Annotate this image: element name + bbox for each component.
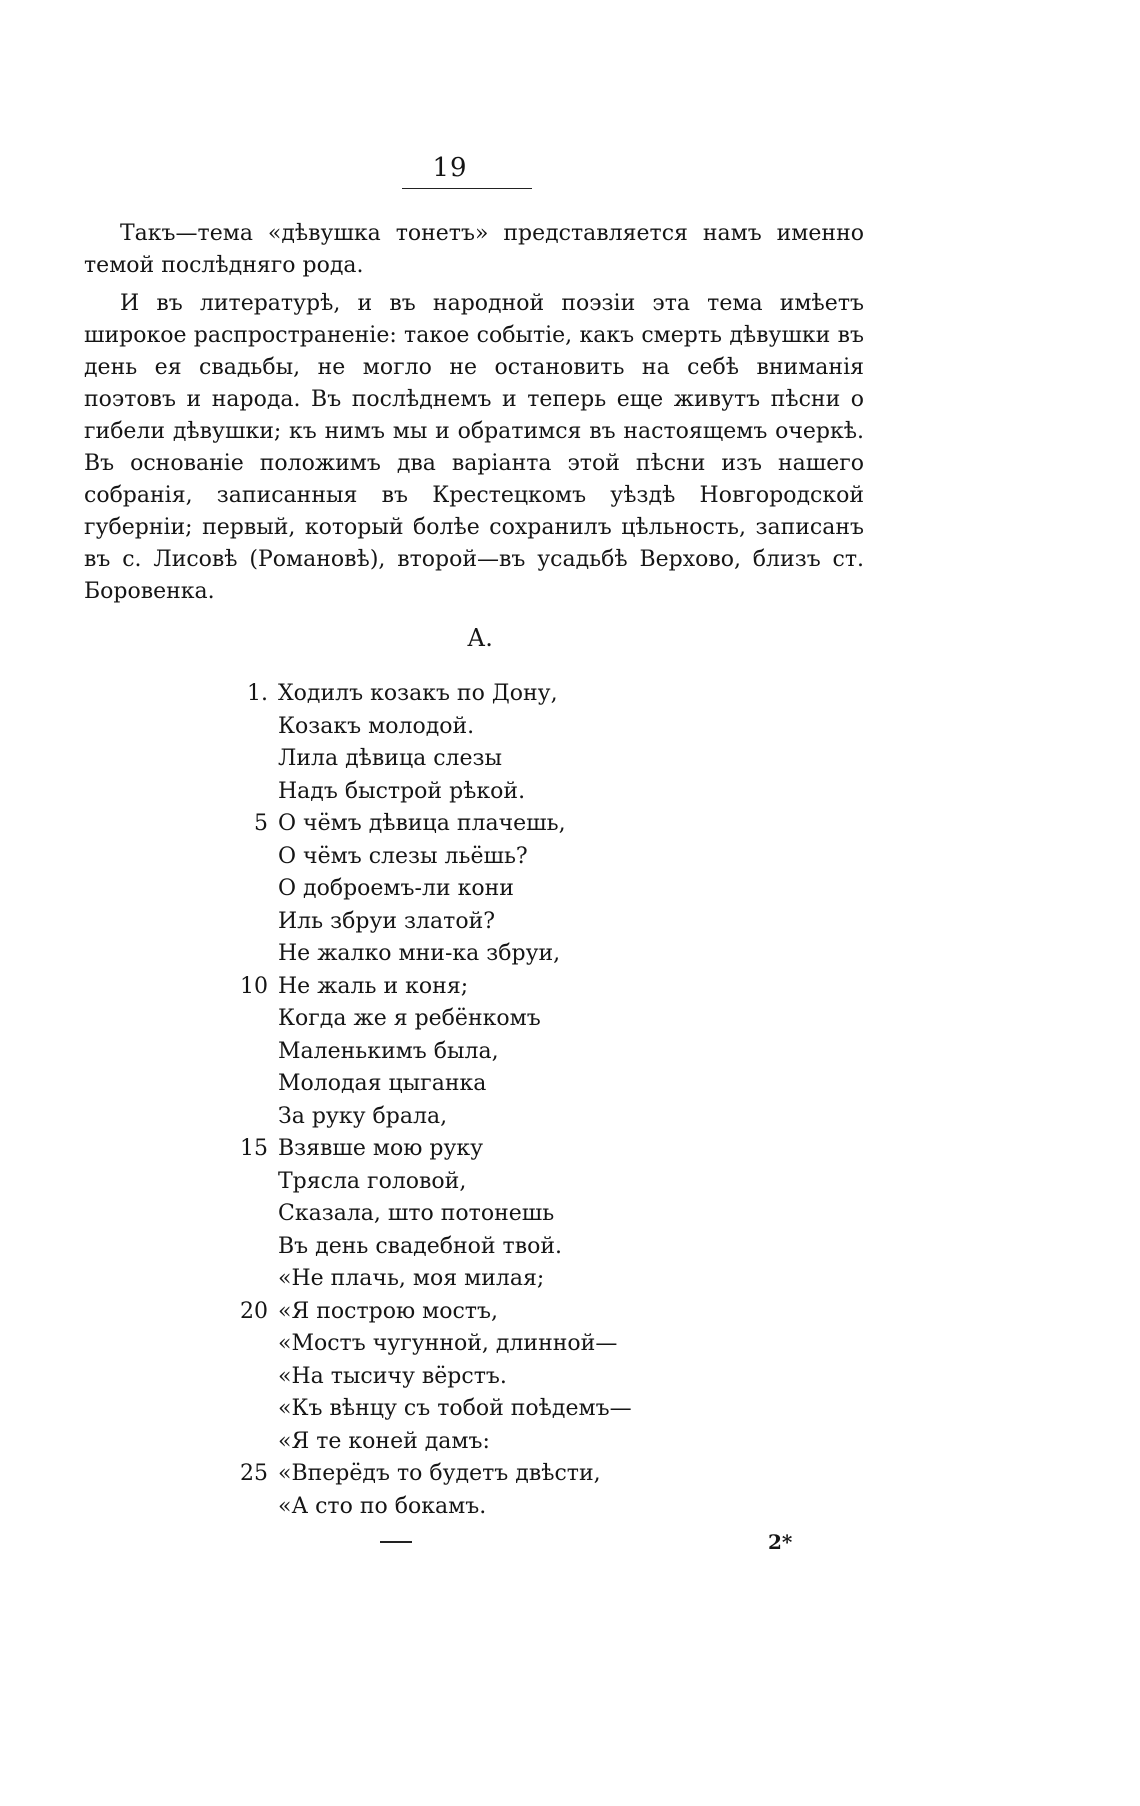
line-number (228, 1003, 278, 1036)
line-text: За руку брала, (278, 1103, 448, 1129)
line-text: Сказала, што потонешь (278, 1201, 555, 1226)
line-number (228, 1101, 278, 1134)
line-text: «А сто по бокамъ. (278, 1493, 487, 1519)
line-number: 15 (240, 1136, 268, 1161)
line-text: Когда же я ребёнкомъ (278, 1006, 541, 1031)
line-number (228, 906, 278, 939)
poem-line (228, 1328, 728, 1361)
poem-line (228, 971, 728, 1004)
line-text: «Къ вѣнцу съ тобой поѣдемъ— (278, 1396, 632, 1421)
poem-line (228, 873, 728, 906)
line-number (228, 1036, 278, 1069)
line-number (228, 1491, 278, 1524)
line-text: «Не плачь, моя милая; (278, 1266, 545, 1291)
poem-line (228, 1263, 728, 1296)
line-text: «Я построю мостъ, (278, 1298, 498, 1324)
poem-line (228, 678, 728, 711)
line-text: Козакъ молодой. (278, 713, 475, 739)
line-text: «Вперёдъ то будетъ двѣсти, (278, 1461, 601, 1486)
line-text: «Мостъ чугунной, длинной— (278, 1331, 618, 1356)
line-text: О доброемъ-ли кони (278, 876, 514, 901)
line-text: Иль збруи златой? (278, 908, 496, 934)
poem-line (228, 711, 728, 744)
line-number (228, 1263, 278, 1296)
line-text: Взявше мою руку (278, 1136, 484, 1161)
line-number (228, 1166, 278, 1199)
line-text: Маленькимъ была, (278, 1038, 499, 1064)
poem-line (228, 1036, 728, 1069)
poem-line (228, 1458, 728, 1491)
poem-line (228, 808, 728, 841)
line-text: Лила дѣвица слезы (278, 746, 503, 771)
poem-line (228, 938, 728, 971)
line-text: О чёмъ дѣвица плачешь, (278, 811, 566, 836)
poem-line (228, 1491, 728, 1524)
line-text: Трясла головой, (278, 1168, 467, 1194)
signature-mark: 2* (768, 1530, 793, 1554)
line-number: 25 (240, 1461, 268, 1486)
line-number (228, 841, 278, 874)
line-number: 5 (254, 811, 268, 836)
poem-line (228, 841, 728, 874)
poem-line (228, 1231, 728, 1264)
poem-line (228, 1361, 728, 1394)
poem-line (228, 1426, 728, 1459)
line-number (228, 873, 278, 906)
line-number (228, 1231, 278, 1264)
page-number: 19 (432, 153, 468, 183)
poem-line (228, 1101, 728, 1134)
line-number (228, 1426, 278, 1459)
header-rule (402, 188, 532, 189)
section-heading: А. (467, 624, 493, 652)
poem-line (228, 1003, 728, 1036)
line-text: «На тысичу вёрстъ. (278, 1363, 507, 1389)
line-number (228, 1198, 278, 1231)
line-number (228, 1393, 278, 1426)
poem-line (228, 743, 728, 776)
line-text: Не жаль и коня; (278, 973, 469, 999)
poem-line (228, 1133, 728, 1166)
line-number (228, 1361, 278, 1394)
line-number (228, 776, 278, 809)
line-number (228, 1328, 278, 1361)
poem-line (228, 906, 728, 939)
line-number (228, 711, 278, 744)
line-text: Ходилъ козакъ по Дону, (278, 681, 558, 706)
poem-line (228, 1296, 728, 1329)
line-number: 20 (240, 1298, 268, 1324)
line-text: «Я те коней дамъ: (278, 1428, 490, 1454)
line-text: Молодая цыганка (278, 1071, 487, 1096)
line-text: Надъ быстрой рѣкой. (278, 778, 526, 804)
line-text: О чёмъ слезы льёшь? (278, 843, 528, 869)
poem-line (228, 1166, 728, 1199)
poem-line (228, 1393, 728, 1426)
poem-block (228, 678, 728, 1523)
paragraph: И въ литературѣ, и въ народной поэзіи эта тема имѣетъ широкое распространеніе: такое событіе, какъ смерть дѣвушки въ день ея свадьбы, не могло не остановить на себѣ вниманія поэтовъ и народа. Въ послѣднемъ и теперь еще живутъ пѣсни о гибели дѣвушки; къ нимъ мы и обратимся въ настоящемъ очеркѣ. Въ основаніе положимъ два варіанта этой пѣсни изъ нашего собранія, записанныя въ Крестецкомъ уѣздѣ Новгородской губерніи; первый, который болѣе сохранилъ цѣльность, записанъ въ с. Лисовѣ (Романовѣ), второй—въ усадьбѣ Верхово, близъ ст. Боровенка. (84, 291, 864, 604)
poem-line (228, 1198, 728, 1231)
line-text: Не жалко мни-ка збруи, (278, 941, 561, 966)
line-number: 10 (240, 973, 268, 999)
line-number: 1. (247, 681, 268, 706)
closing-dash (380, 1541, 412, 1543)
line-number (228, 938, 278, 971)
line-number (228, 743, 278, 776)
poem-line (228, 1068, 728, 1101)
line-text: Въ день свадебной твой. (278, 1233, 563, 1259)
poem-line (228, 776, 728, 809)
prose-body (84, 218, 864, 608)
line-number (228, 1068, 278, 1101)
paragraph: Такъ—тема «дѣвушка тонетъ» представляется намъ именно темой послѣдняго рода. (84, 221, 864, 278)
